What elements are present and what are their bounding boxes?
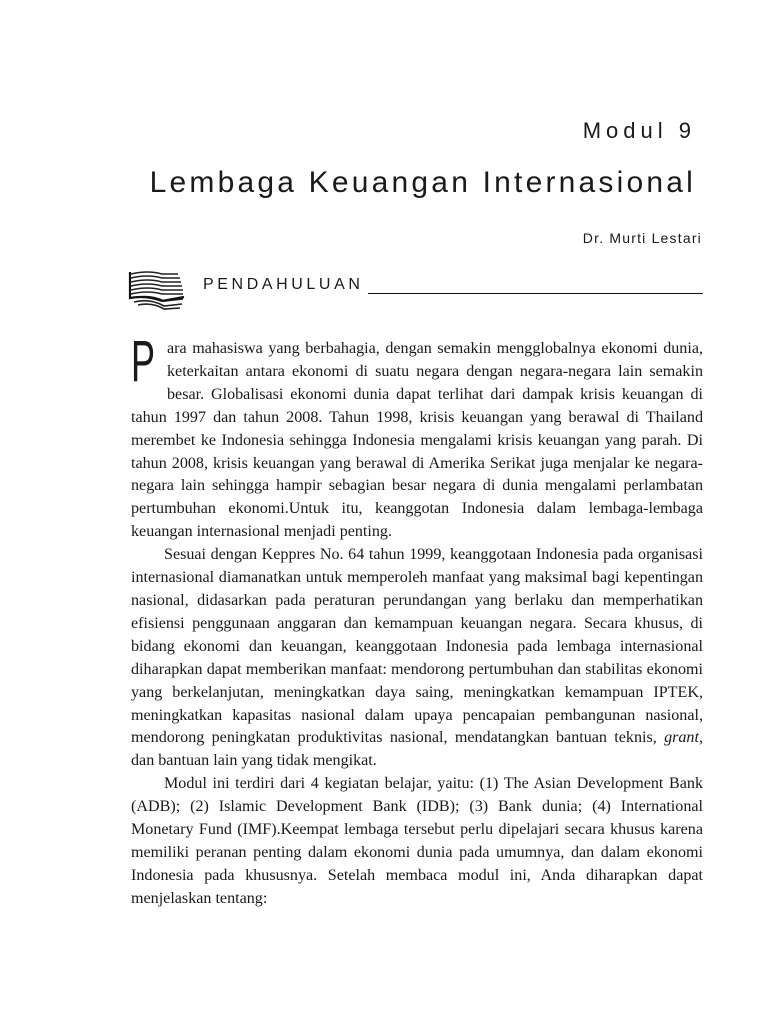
section-heading: [203, 276, 703, 294]
section-heading-label: PENDAHULUAN: [203, 276, 364, 293]
body-text: [131, 329, 703, 911]
author-name: Dr. Murti Lestari: [582, 230, 702, 246]
paragraph-2-text-b: , dan bantuan lain yang tidak mengikat.: [131, 729, 703, 770]
paragraph-3: Modul ini terdiri dari 4 kegiatan belajar, yaitu: (1) The Asian Development Bank (ADB); (2) Islamic Development Bank (IDB); (3) Bank dunia; (4) International Monetary Fund (IMF).Keempat lembaga tersebut perlu dipelajari secara khusus karena memiliki peranan penting dalam ekonomi dunia pada umumnya, dan dalam ekonomi Indonesia pada khususnya. Setelah membaca modul ini, Anda diharapkan dapat menjelaskan tentang:: [131, 775, 703, 907]
paragraph-2-italic: grant: [664, 729, 699, 747]
paragraph-1: [131, 329, 703, 544]
open-book-icon: [128, 268, 186, 312]
page-title: Lembaga Keuangan Internasional: [149, 166, 696, 199]
paragraph-2: [131, 544, 703, 773]
module-label: Modul 9: [582, 118, 696, 143]
section-heading-rule: [368, 276, 703, 294]
paragraph-2-text-a: Sesuai dengan Keppres No. 64 tahun 1999, keanggotaan Indonesia pada organisasi internasional diamanatkan untuk memperoleh manfaat yang maksimal bagi kepentingan nasional, didasarkan pada peraturan perundangan yang berlaku dan memperhatikan efisiensi penggunaan anggaran dan kemampuan keuangan negara. Secara khusus, di bidang ekonomi dan keuangan, keanggotaan Indonesia pada lembaga internasional diharapkan dapat memberikan manfaat: mendorong pertumbuhan dan stabilitas ekonomi yang berkelanjutan, meningkatkan daya saing, meningkatkan kemampuan IPTEK, meningkatkan kapasitas nasional dalam upaya pencapaian pembangunan nasional, mendorong peningkatan produktivitas nasional, mendatangkan bantuan teknis,: [131, 546, 703, 747]
drop-cap: P: [131, 329, 155, 394]
paragraph-1-text: ara mahasiswa yang berbahagia, dengan semakin mengglobalnya ekonomi dunia, keterkaitan antara ekonomi di suatu negara dengan negara-negara lain semakin besar. Globalisasi ekonomi dunia dapat terlihat dari dampak krisis keuangan di tahun 1997 dan tahun 2008. Tahun 1998, krisis keuangan yang berawal di Thailand merembet ke Indonesia sehingga Indonesia mengalami krisis keuangan yang parah. Di tahun 2008, krisis keuangan yang berawal di Amerika Serikat juga menjalar ke negara-negara lain sehingga hampir sebagian besar negara di dunia mengalami perlambatan pertumbuhan ekonomi.Untuk itu, keanggotan Indonesia dalam lembaga-lembaga keuangan internasional menjadi penting.: [131, 340, 703, 541]
